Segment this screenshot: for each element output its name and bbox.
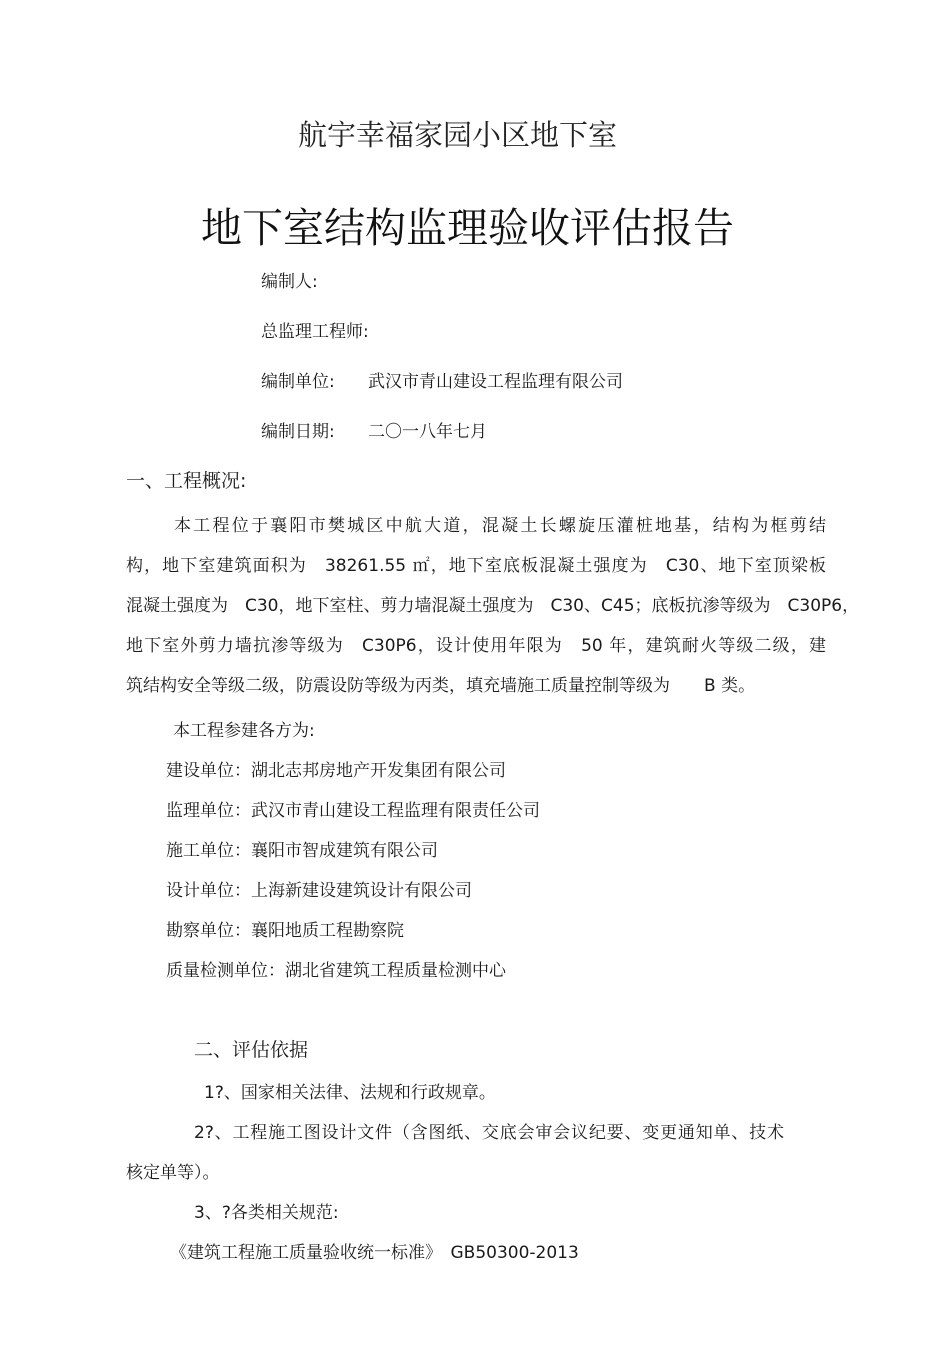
meta-row-date xyxy=(261,417,487,442)
party-surveyor: 勘察单位：襄阳地质工程勘察院 xyxy=(166,921,404,941)
paragraph-line: 地下室外剪力墙抗渗等级为 C30P6，设计使用年限为 50 年，建筑耐火等级二级，建 xyxy=(126,636,826,656)
basis-item-1: 1?、国家相关法律、法规和行政规章。 xyxy=(204,1083,496,1103)
document-title: 航宇幸福家园小区地下室 xyxy=(297,118,617,152)
party-client: 建设单位：湖北志邦房地产开发集团有限公司 xyxy=(166,761,506,781)
party-contractor: 施工单位：襄阳市智成建筑有限公司 xyxy=(166,841,438,861)
meta-label: 编制人: xyxy=(261,272,318,292)
paragraph-line: 混凝土强度为 C30，地下室柱、剪力墙混凝土强度为 C30、C45；底板抗渗等级为 C30P6， xyxy=(126,596,860,616)
party-designer: 设计单位：上海新建设建筑设计有限公司 xyxy=(166,881,472,901)
basis-item-3: 3、?各类相关规范: xyxy=(194,1203,339,1223)
standard-reference: 《建筑工程施工质量验收统一标准》 GB50300-2013 xyxy=(170,1243,579,1263)
meta-value: 二〇一八年七月 xyxy=(368,422,487,442)
paragraph-line: 筑结构安全等级二级，防震设防等级为丙类，填充墙施工质量控制等级为 B 类。 xyxy=(126,676,756,696)
meta-row-chief-engineer xyxy=(261,317,368,342)
paragraph-line: 本工程位于襄阳市樊城区中航大道，混凝土长螺旋压灌桩地基，结构为框剪结 xyxy=(174,516,826,536)
meta-label: 总监理工程师: xyxy=(261,322,369,342)
parties-intro: 本工程参建各方为: xyxy=(173,721,315,741)
party-supervisor: 监理单位：武汉市青山建设工程监理有限责任公司 xyxy=(166,801,540,821)
paragraph-line: 构，地下室建筑面积为 38261.55 ㎡，地下室底板混凝土强度为 C30、地下室顶梁板 xyxy=(126,556,826,576)
party-inspection: 质量检测单位：湖北省建筑工程质量检测中心 xyxy=(166,961,506,981)
meta-label: 编制单位: xyxy=(261,372,335,392)
overview-paragraph xyxy=(126,506,860,706)
section-heading-basis: 二、评估依据 xyxy=(194,1039,309,1061)
basis-item-2-cont: 核定单等）。 xyxy=(126,1163,220,1183)
basis-item-2: 2?、工程施工图设计文件（含图纸、交底会审会议纪要、变更通知单、技术 xyxy=(194,1123,784,1143)
report-title: 地下室结构监理验收评估报告 xyxy=(201,204,734,252)
meta-row-organization xyxy=(261,367,623,392)
meta-row-author xyxy=(261,267,368,292)
section-heading-overview: 一、工程概况: xyxy=(126,470,247,492)
meta-value: 武汉市青山建设工程监理有限公司 xyxy=(368,372,623,392)
meta-label: 编制日期: xyxy=(261,422,335,442)
